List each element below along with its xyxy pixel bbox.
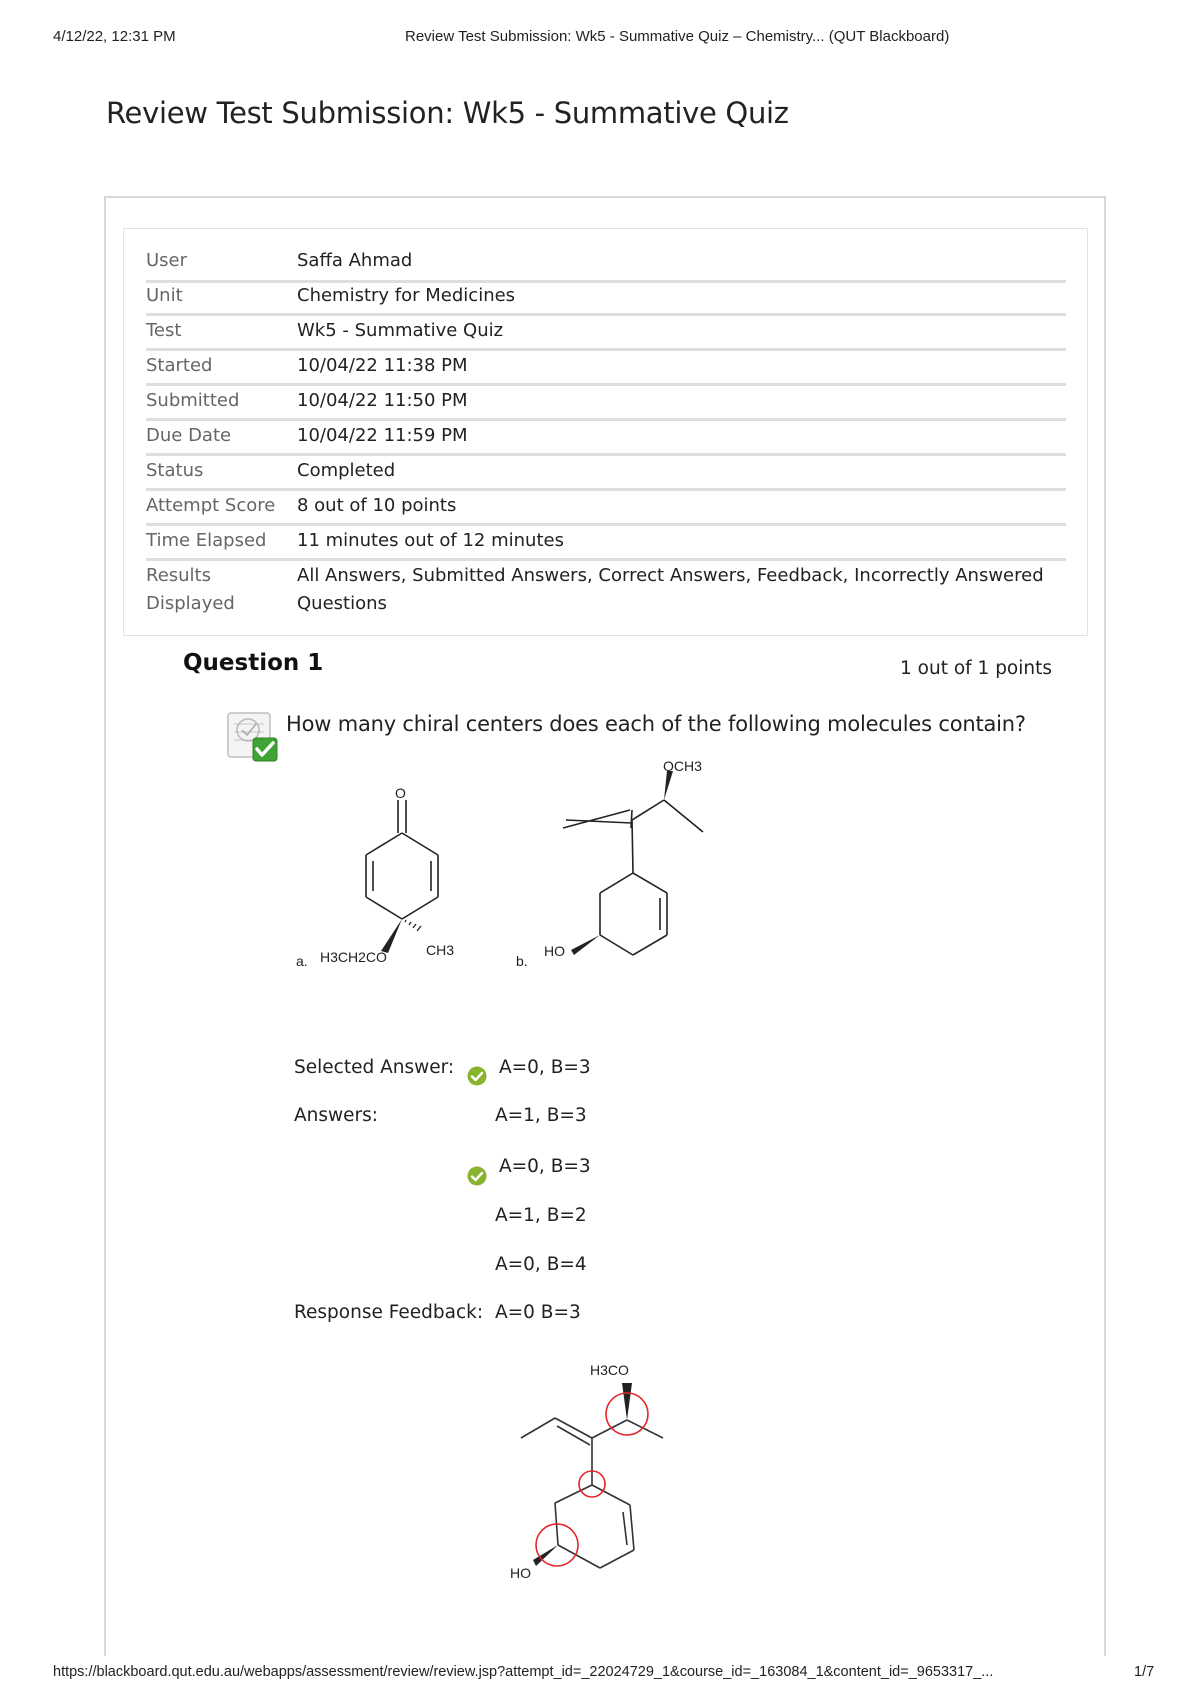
details-row-unit [146, 282, 1066, 316]
details-label: Started [146, 355, 213, 376]
details-value: 10/04/22 11:50 PM [297, 390, 468, 411]
answer-option: A=1, B=2 [495, 1205, 587, 1226]
label-h3co: H3CO [590, 1362, 629, 1378]
details-row-submitted [146, 387, 1066, 421]
details-label: Submitted [146, 390, 240, 411]
print-page-number: 1/7 [1134, 1664, 1155, 1680]
details-row-results-displayed [146, 562, 1066, 622]
label-h3ch2co: H3CH2CO [320, 949, 387, 965]
details-label: Status [146, 460, 204, 481]
answer-option: A=1, B=3 [495, 1105, 587, 1126]
answers-label: Answers: [294, 1105, 379, 1126]
label-ho-feedback: HO [510, 1565, 531, 1581]
label-b: b. [516, 953, 528, 969]
details-row-started [146, 352, 1066, 386]
details-value: 11 minutes out of 12 minutes [297, 530, 564, 551]
print-doc-title: Review Test Submission: Wk5 - Summative Quiz – Chemistry... (QUT Blackboard) [405, 28, 950, 45]
details-row-user [146, 247, 1066, 283]
print-datetime: 4/12/22, 12:31 PM [53, 28, 176, 45]
details-label: Results Displayed [146, 565, 235, 614]
answer-option: A=0, B=4 [495, 1254, 587, 1275]
feedback-molecule-figure [500, 1345, 680, 1585]
question-text: How many chiral centers does each of the following molecules contain? [286, 712, 1026, 736]
details-label: Attempt Score [146, 495, 276, 516]
details-row-attempt-score [146, 492, 1066, 526]
question-title: Question 1 [183, 650, 324, 676]
correct-answer-icon [226, 710, 280, 764]
details-row-test [146, 317, 1066, 351]
page-title: Review Test Submission: Wk5 - Summative Quiz [106, 96, 789, 130]
label-a: a. [296, 953, 308, 969]
details-label: Test [146, 320, 182, 341]
details-value: 8 out of 10 points [297, 495, 457, 516]
details-label: Time Elapsed [146, 530, 267, 551]
question-points: 1 out of 1 points [900, 658, 1053, 679]
label-och3: OCH3 [663, 758, 702, 774]
details-row-status [146, 457, 1066, 491]
response-feedback-label: Response Feedback: [294, 1302, 484, 1323]
selected-answer-value: A=0, B=3 [499, 1057, 591, 1078]
details-value: 10/04/22 11:38 PM [297, 355, 468, 376]
details-row-time-elapsed [146, 527, 1066, 561]
submission-details [123, 228, 1088, 636]
selected-answer-label: Selected Answer: [294, 1057, 455, 1078]
correct-check-icon [467, 1166, 487, 1186]
response-feedback-value: A=0 B=3 [495, 1302, 581, 1323]
label-ho: HO [544, 943, 565, 959]
details-row-due-date [146, 422, 1066, 456]
print-url: https://blackboard.qut.edu.au/webapps/assessment/review/review.jsp?attempt_id=_22024729_1&course_id=_163084_1&content_id=_9653317_... [53, 1664, 994, 1680]
answer-option-correct: A=0, B=3 [499, 1156, 591, 1177]
details-label: Unit [146, 285, 183, 306]
details-label: User [146, 250, 188, 271]
label-ch3: CH3 [426, 942, 455, 958]
question-molecules-figure [280, 755, 730, 990]
details-value: Completed [297, 460, 396, 481]
details-label: Due Date [146, 425, 232, 446]
details-value: Chemistry for Medicines [297, 285, 516, 306]
label-oxygen: O [395, 785, 406, 801]
correct-check-icon [467, 1066, 487, 1086]
details-value: 10/04/22 11:59 PM [297, 425, 468, 446]
details-value: Saffa Ahmad [297, 250, 413, 271]
details-value: Wk5 - Summative Quiz [297, 320, 504, 341]
details-value: All Answers, Submitted Answers, Correct Answers, Feedback, Incorrectly Answered Questions [297, 565, 1044, 614]
